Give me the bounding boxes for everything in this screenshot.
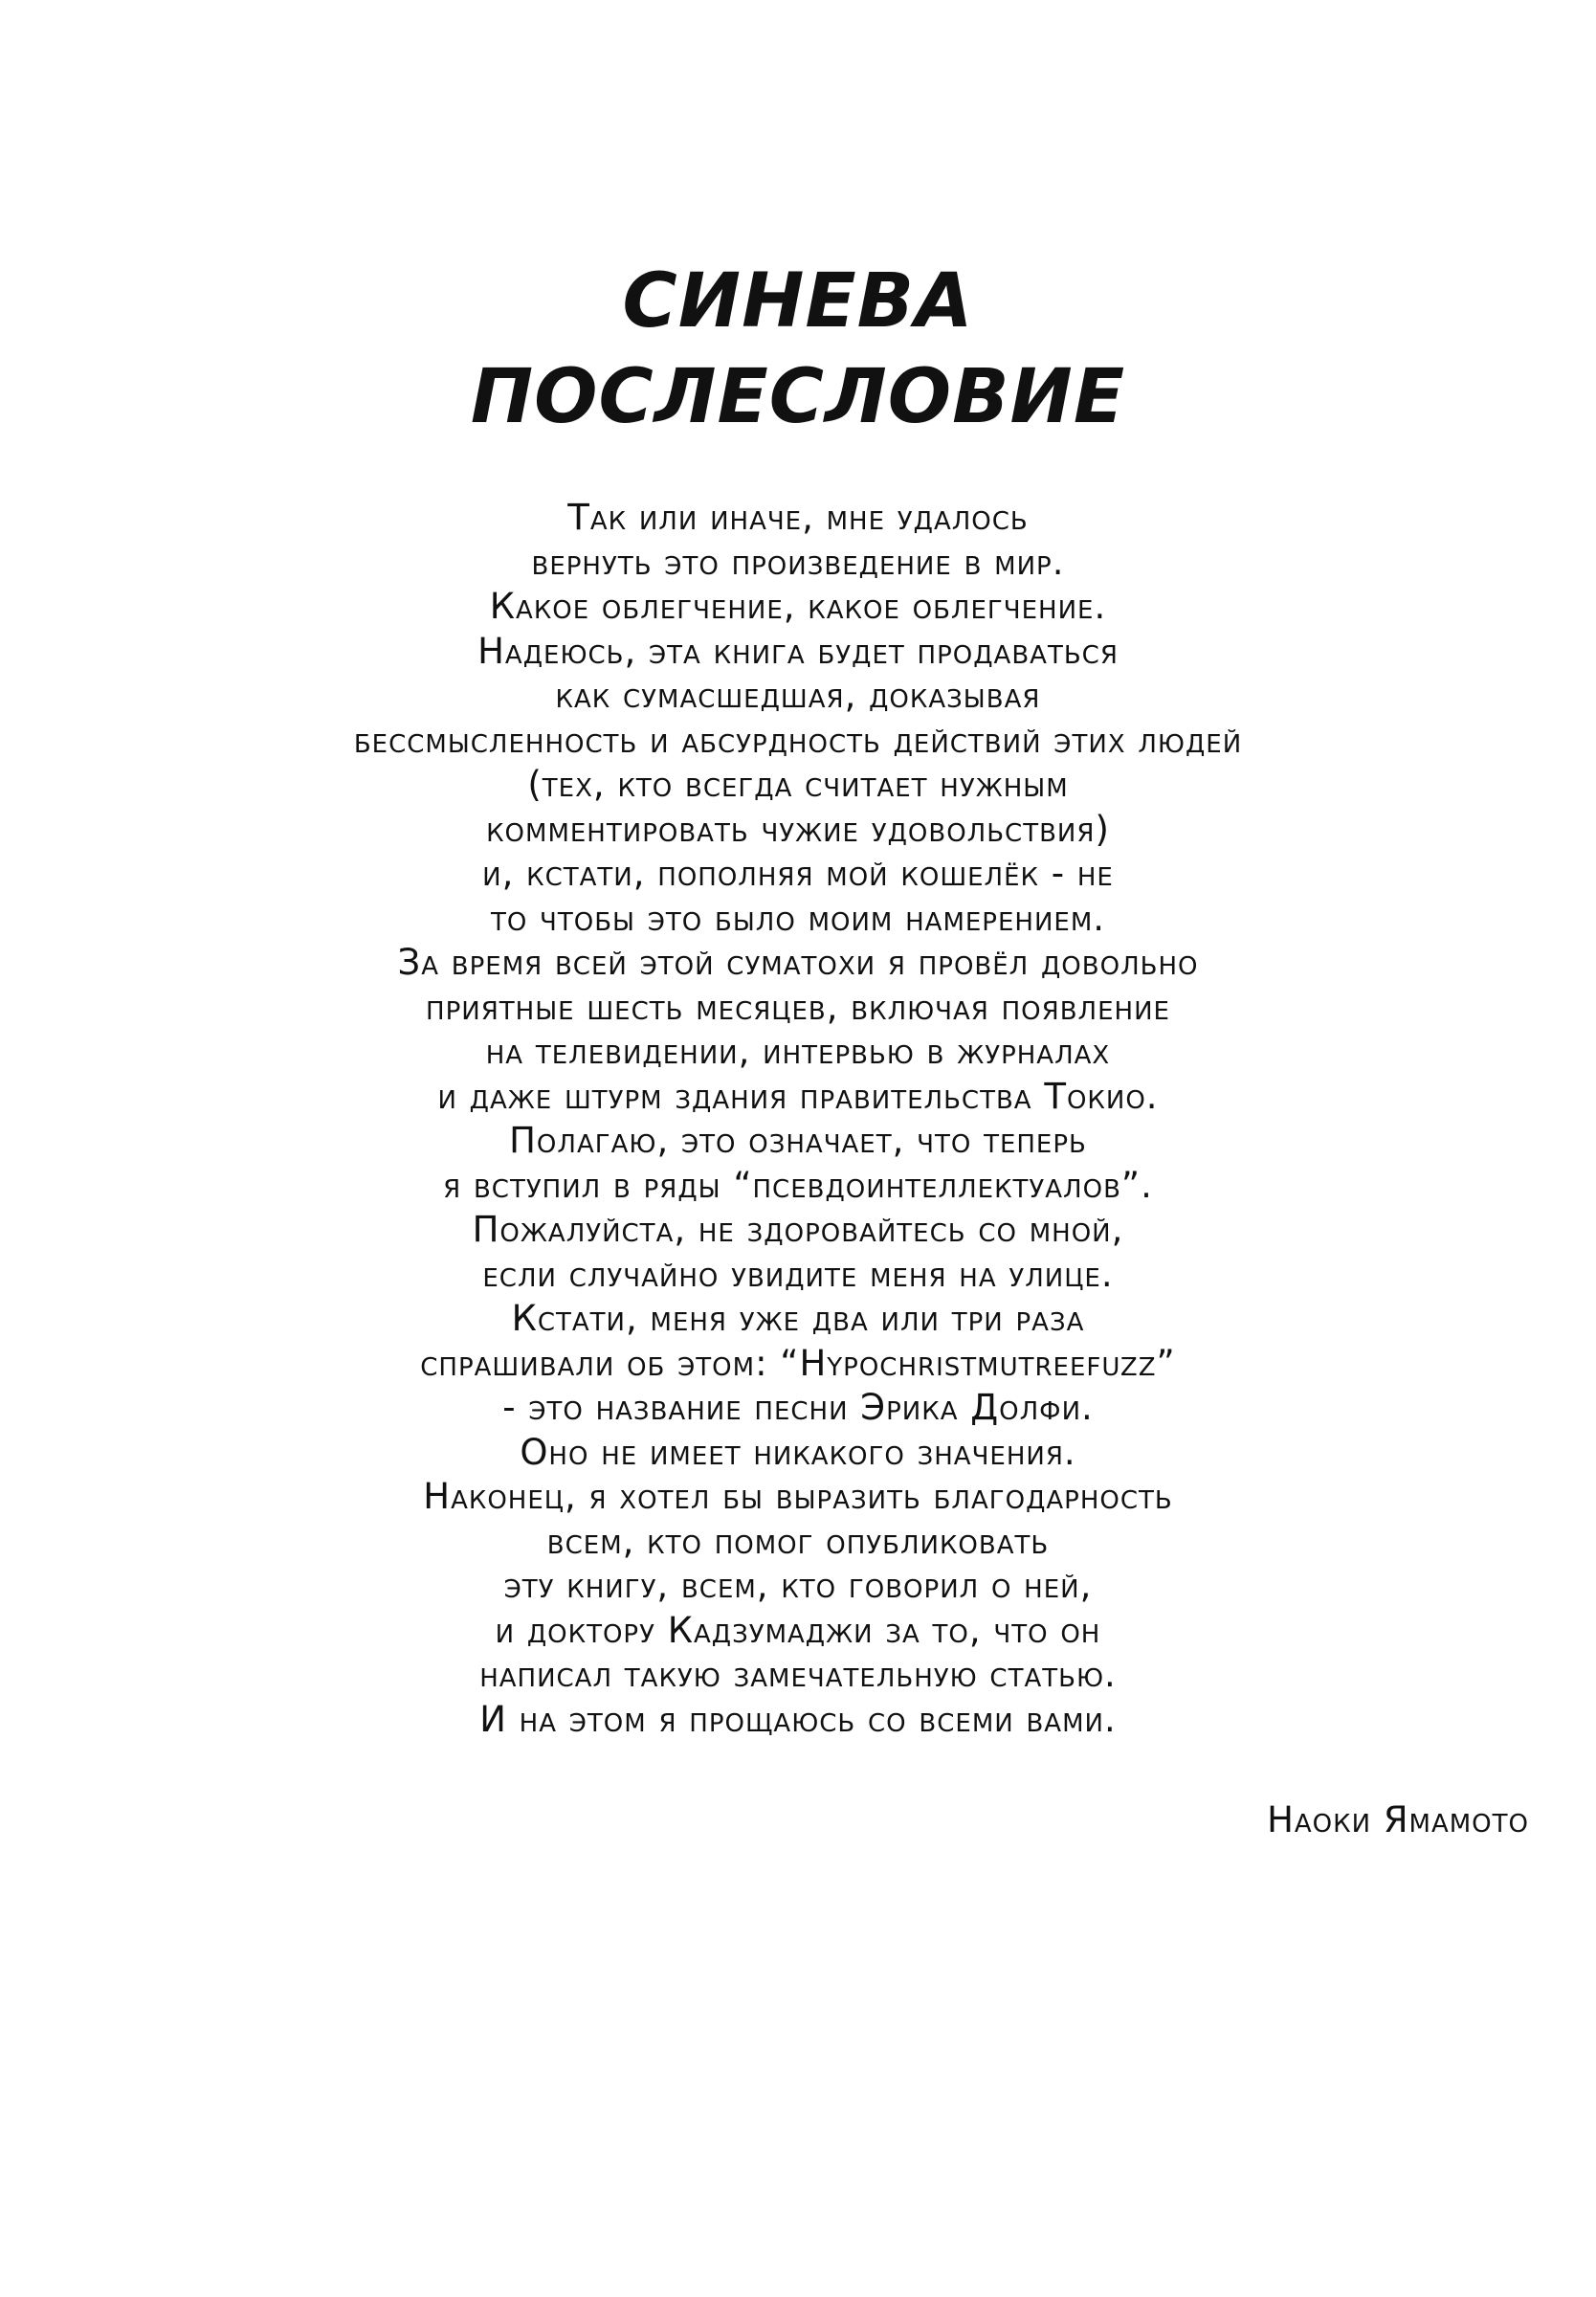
text-line: то чтобы это было моим намерением. — [490, 897, 1106, 939]
text-line: на телевидении, интервью в журналах — [485, 1031, 1111, 1072]
text-line: написал такую замечательную статью. — [479, 1654, 1117, 1695]
text-line: Кстати, меня уже два или три раза — [511, 1298, 1085, 1339]
text-line: Надеюсь, эта книга будет продаваться — [477, 630, 1119, 672]
text-line: я вступил в ряды “псевдоинтеллектуалов”. — [443, 1164, 1153, 1206]
text-line: как сумасшедшая, доказывая — [555, 675, 1041, 716]
text-line: спрашивали об этом: “Hypochristmutreefuzz” — [420, 1342, 1176, 1384]
text-line: эту книгу, всем, кто говорил о ней, — [503, 1565, 1093, 1606]
text-line: - это название песни Эрика Долфи. — [502, 1387, 1094, 1428]
text-line: Оно не имеет никакого значения. — [520, 1431, 1076, 1473]
text-line: За время всей этой суматохи я провёл довольно — [397, 942, 1199, 983]
text-line: если случайно увидите меня на улице. — [482, 1253, 1114, 1295]
text-line: Какое облегчение, какое облегчение. — [489, 586, 1107, 627]
text-line: Полагаю, это означает, что теперь — [509, 1120, 1087, 1161]
afterword-text — [0, 496, 1596, 1742]
text-line: и даже штурм здания правительства Токио. — [437, 1075, 1159, 1117]
text-line: комментировать чужие удовольствия) — [486, 808, 1110, 850]
page-title — [0, 254, 1596, 445]
author-signature: Наоки Ямамото — [1267, 1799, 1529, 1840]
text-line: и, кстати, пополняя мой кошелёк - не — [482, 853, 1114, 894]
text-line: И на этом я прощаюсь со всеми вами. — [479, 1698, 1117, 1740]
text-line: и доктору Кадзумаджи за то, что он — [495, 1609, 1101, 1651]
text-line: (тех, кто всегда считает нужным — [527, 764, 1069, 805]
text-line: бессмысленность и абсурдность действий этих людей — [353, 719, 1243, 761]
text-line: всем, кто помог опубликовать — [546, 1520, 1050, 1562]
text-line: приятные шесть месяцев, включая появление — [426, 986, 1170, 1028]
title-line-1: СИНЕВА — [622, 258, 974, 345]
text-line: Пожалуйста, не здоровайтесь со мной, — [472, 1209, 1124, 1250]
title-line-2: ПОСЛЕСЛОВИЕ — [470, 354, 1126, 440]
text-line: вернуть это произведение в мир. — [531, 541, 1065, 583]
text-line: Наконец, я хотел бы выразить благодарность — [423, 1476, 1173, 1517]
text-line: Так или иначе, мне удалось — [567, 497, 1029, 538]
